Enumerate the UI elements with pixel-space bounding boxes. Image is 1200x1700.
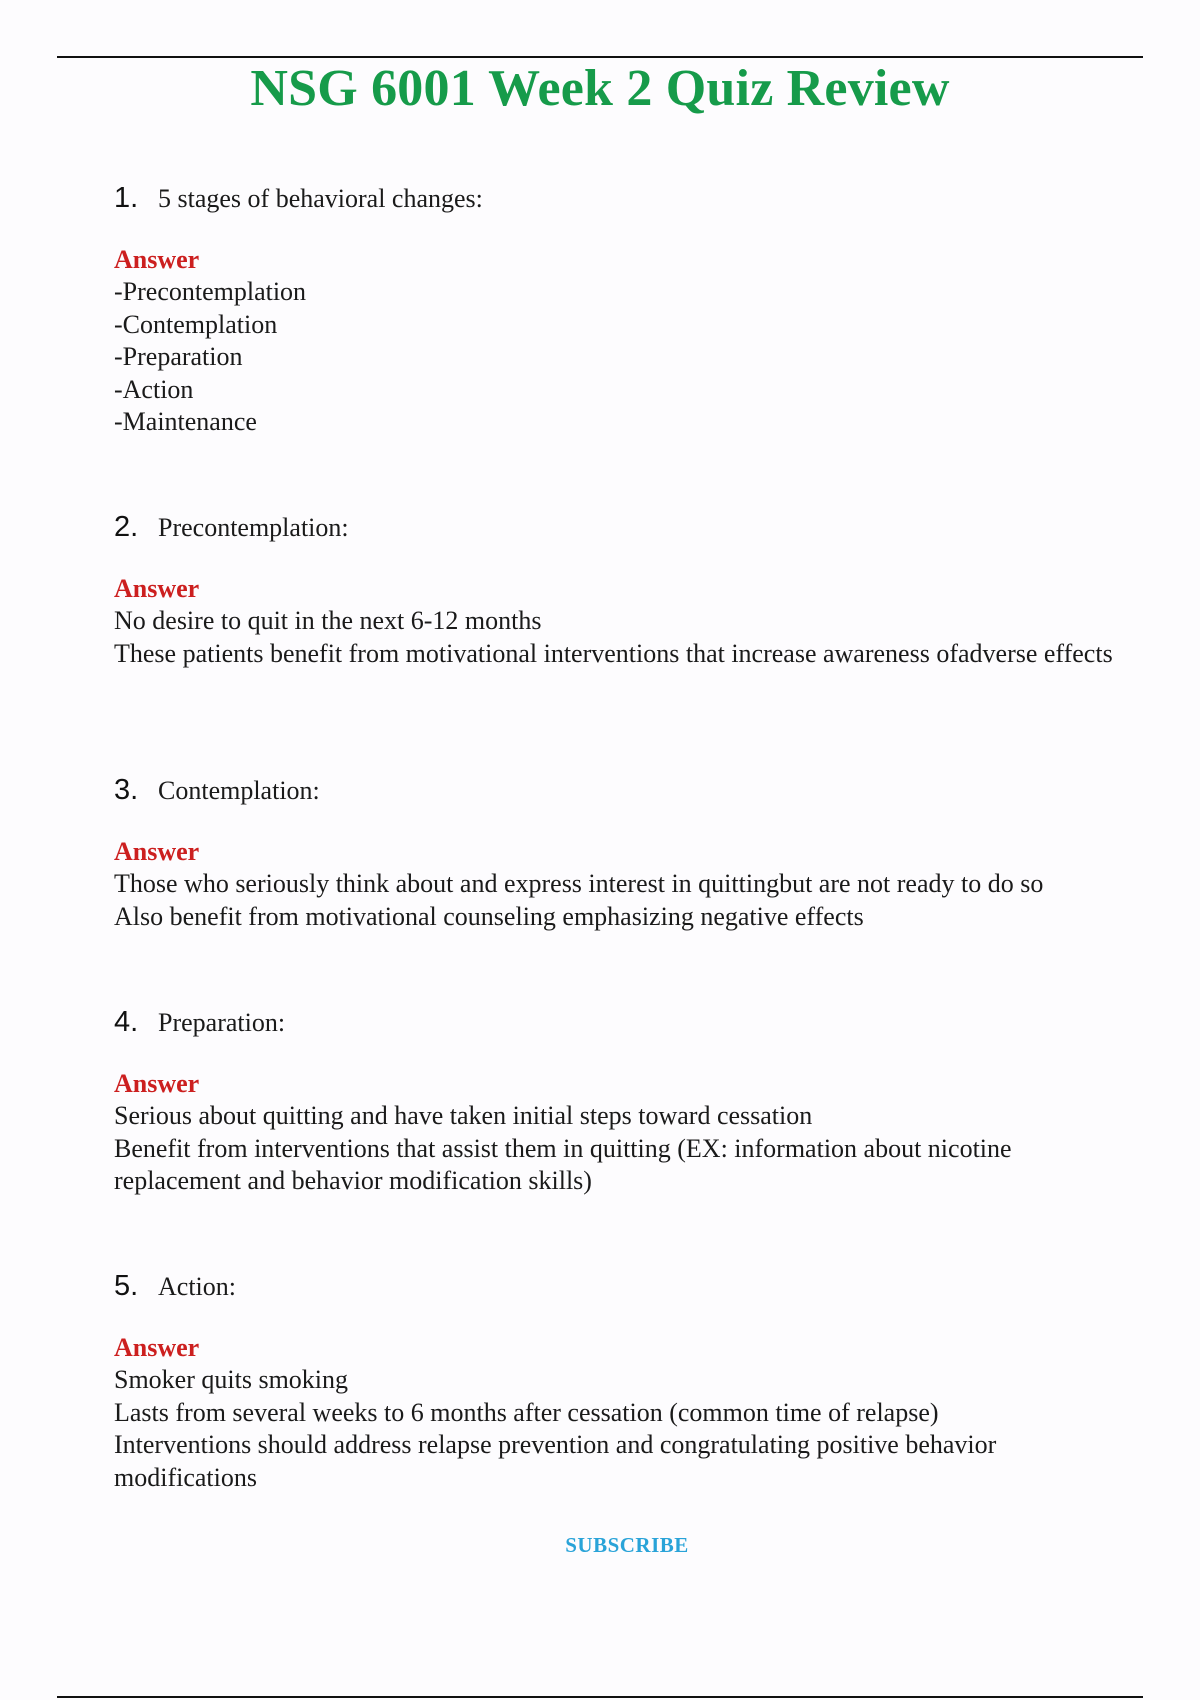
- question-header: [114, 774, 1124, 814]
- answer-body: [114, 868, 1124, 933]
- answer-body: [114, 1100, 1124, 1198]
- answer-line: Lasts from several weeks to 6 months after cessation (common time of relapse): [114, 1397, 939, 1427]
- question-number: 5.: [114, 1270, 139, 1302]
- question-text: Contemplation:: [158, 776, 320, 805]
- answer-label: Answer: [114, 1333, 200, 1362]
- answer-label: Answer: [114, 1069, 200, 1098]
- answer-line: Smoker quits smoking: [114, 1365, 349, 1394]
- bottom-rule: [57, 1696, 1143, 1698]
- question-number: 1.: [114, 182, 139, 214]
- answer-label: Answer: [114, 837, 200, 866]
- answer-line: No desire to quit in the next 6-12 months: [114, 606, 542, 635]
- answer-line: -Maintenance: [114, 407, 257, 436]
- question-3: [114, 774, 1124, 933]
- answer-line: -Action: [114, 374, 194, 404]
- answer-line: -Contemplation: [114, 309, 278, 339]
- question-2: [114, 511, 1124, 670]
- question-header: [114, 1006, 1124, 1046]
- answer-line: Interventions should address relapse prevention and congratulating positive behavior modifications: [114, 1430, 997, 1492]
- answer-body: [114, 1364, 1124, 1494]
- answer-line: These patients benefit from motivational interventions that increase awareness ofadverse effects: [114, 638, 1113, 668]
- question-number: 3.: [114, 774, 139, 806]
- answer-line: Those who seriously think about and express interest in quittingbut are not ready to do so: [114, 869, 1044, 898]
- question-text: Preparation:: [158, 1008, 286, 1037]
- answer-line: Also benefit from motivational counseling emphasizing negative effects: [114, 901, 864, 931]
- question-text: 5 stages of behavioral changes:: [158, 184, 483, 213]
- question-number: 2.: [114, 511, 139, 543]
- page-title: NSG 6001 Week 2 Quiz Review: [250, 60, 950, 117]
- question-5: [114, 1270, 1124, 1494]
- answer-label: Answer: [114, 245, 200, 274]
- answer-line: -Preparation: [114, 342, 243, 371]
- answer-body: [114, 605, 1124, 670]
- question-text: Action:: [158, 1272, 236, 1301]
- question-header: [114, 1270, 1124, 1310]
- answer-label: Answer: [114, 574, 200, 603]
- answer-body: [114, 276, 1124, 439]
- answer-line: Benefit from interventions that assist them in quitting (EX: information about nicotine replacement and behavior modification skills): [114, 1133, 1012, 1195]
- answer-line: -Precontemplation: [114, 277, 307, 306]
- subscribe-link[interactable]: SUBSCRIBE: [565, 1533, 689, 1557]
- question-4: [114, 1006, 1124, 1198]
- question-header: [114, 182, 1124, 222]
- question-header: [114, 511, 1124, 551]
- answer-line: Serious about quitting and have taken initial steps toward cessation: [114, 1101, 813, 1130]
- question-text: Precontemplation:: [158, 513, 349, 542]
- question-number: 4.: [114, 1006, 139, 1038]
- question-1: [114, 182, 1124, 439]
